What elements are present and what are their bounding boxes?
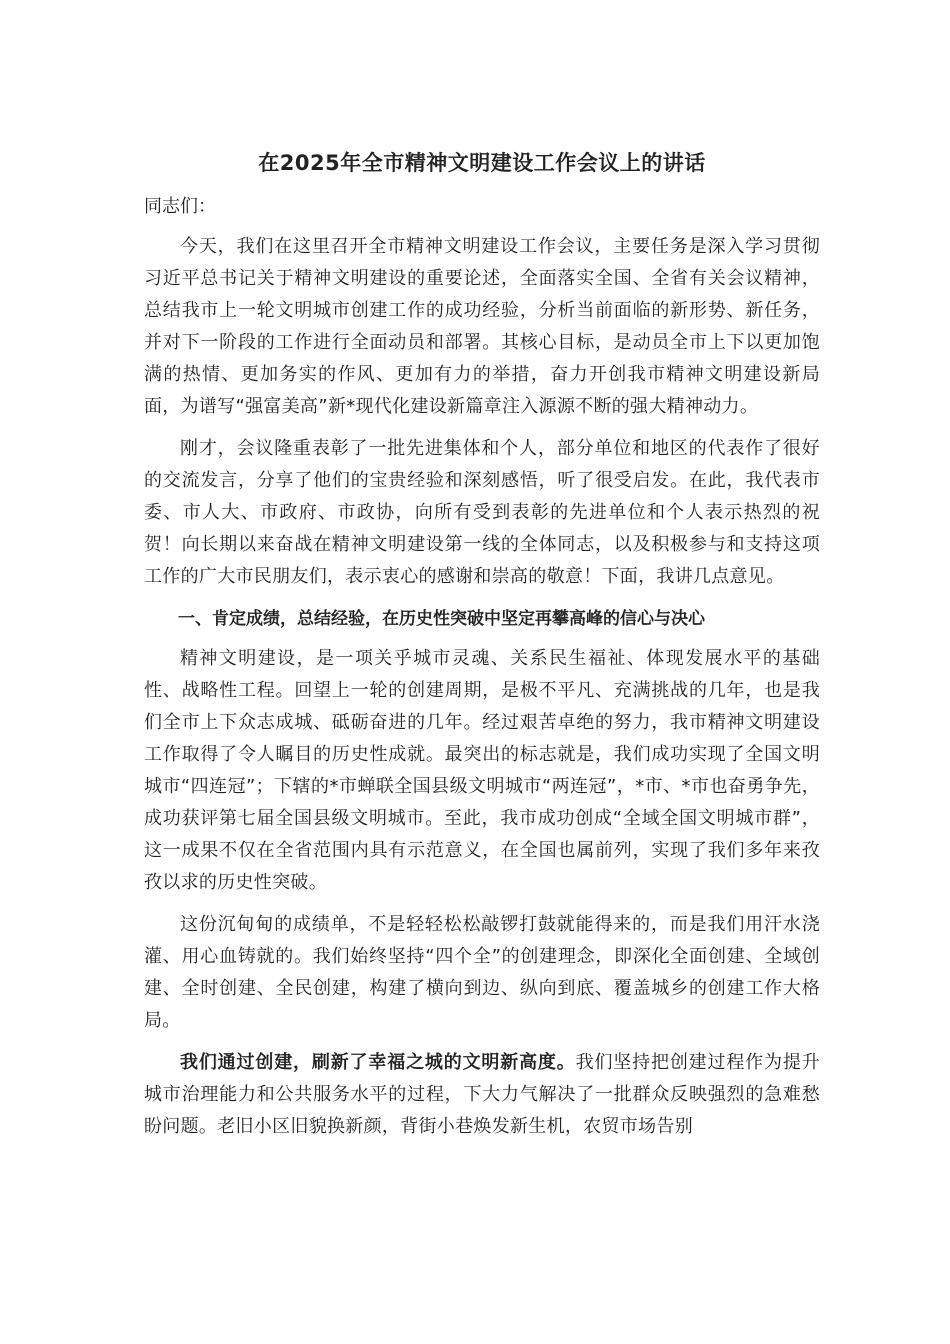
paragraph-commendation: 刚才，会议隆重表彰了一批先进集体和个人，部分单位和地区的代表作了很好的交流发言，分享了他们的宝贵经验和深刻感悟，听了很受启发。在此，我代表市委、市人大、市政府、市政协，向所有受到表彰的先进单位和个人表示热烈的祝贺！向长期以来奋战在精神文明建设第一线的全体同志，以及积极参与和支持这项工作的广大市民朋友们，表示衷心的感谢和崇高的敬意！下面，我讲几点意见。 bbox=[144, 438, 820, 587]
document-title: 在2025年全市精神文明建设工作会议上的讲话 bbox=[258, 151, 706, 175]
document-page bbox=[144, 145, 820, 1153]
salutation: 同志们： bbox=[144, 196, 216, 217]
paragraph-opening: 今天，我们在这里召开全市精神文明建设工作会议，主要任务是深入学习贯彻习近平总书记关于精神文明建设的重要论述，全面落实全国、全省有关会议精神，总结我市上一轮文明城市创建工作的成功经验，分析当前面临的新形势、新任务，并对下一阶段的工作进行全面动员和部署。其核心目标，是动员全市上下以更加饱满的热情、更加务实的作风、更加有力的举措，奋力开创我市精神文明建设新局面，为谱写“强富美高”新*现代化建设新篇章注入源源不断的强大精神动力。 bbox=[144, 236, 820, 417]
paragraph-happiness bbox=[144, 1047, 820, 1143]
paragraph-scorecard: 这份沉甸甸的成绩单，不是轻轻松松敲锣打鼓就能得来的，而是我们用汗水浇灌、用心血铸就的。我们始终坚持“四个全”的创建理念，即深化全面创建、全域创建、全时创建、全民创建，构建了横向到边、纵向到底、覆盖城乡的创建工作大格局。 bbox=[144, 914, 820, 1031]
paragraph-body: 我们坚持把创建过程作为提升城市治理能力和公共服务水平的过程，下大力气解决了一批群众反映强烈的急难愁盼问题。老旧小区旧貌换新颜，背街小巷焕发新生机，农贸市场告别 bbox=[144, 1052, 820, 1137]
paragraph-achievements: 精神文明建设，是一项关乎城市灵魂、关系民生福祉、体现发展水平的基础性、战略性工程。回望上一轮的创建周期，是极不平凡、充满挑战的几年，也是我们全市上下众志成城、砥砺奋进的几年。经过艰苦卓绝的努力，我市精神文明建设工作取得了令人瞩目的历史性成就。最突出的标志就是，我们成功实现了全国文明城市“四连冠”；下辖的*市蝉联全国县级文明城市“两连冠”，*市、*市也奋勇争先，成功获评第七届全国县级文明城市。至此，我市成功创成“全域全国文明城市群”，这一成果不仅在全省范围内具有示范意义，在全国也属前列，实现了我们多年来孜孜以求的历史性突破。 bbox=[144, 648, 820, 893]
section-heading-1: 一、肯定成绩，总结经验，在历史性突破中坚定再攀高峰的信心与决心 bbox=[178, 609, 705, 629]
paragraph-lead-sentence: 我们通过创建，刷新了幸福之城的文明新高度。 bbox=[180, 1052, 576, 1073]
